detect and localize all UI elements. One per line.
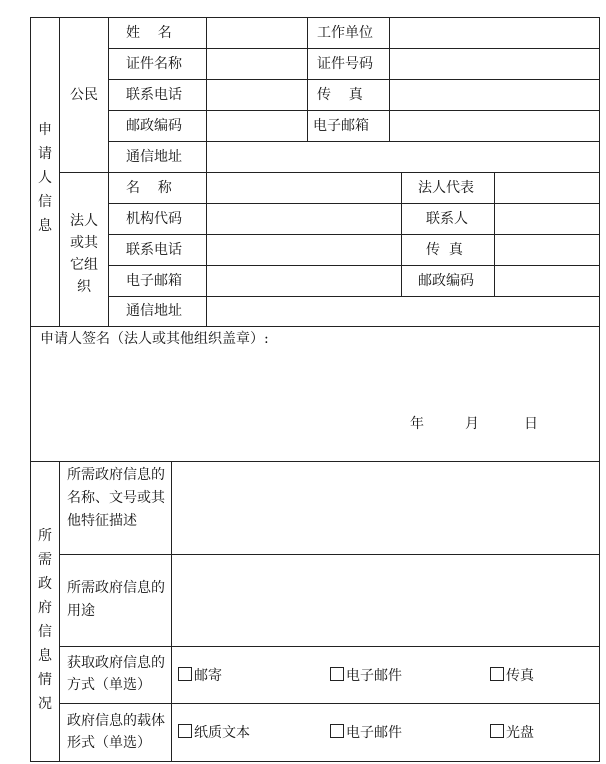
divider [108, 234, 600, 235]
method-option-email[interactable]: 电子邮件 [330, 667, 402, 684]
citizen-postcode-field[interactable] [208, 113, 305, 137]
org-contact-label: 联系人 [426, 211, 468, 227]
org-group-label [68, 210, 104, 298]
citizen-id-type-label: 证件名称 [126, 56, 182, 72]
checkbox[interactable] [330, 724, 344, 738]
org-fax-field[interactable] [496, 237, 597, 261]
signature-month: 月 [465, 416, 479, 432]
org-phone-label: 联系电话 [126, 242, 182, 258]
org-email-label: 电子邮箱 [126, 273, 182, 289]
citizen-work-unit-label: 工作单位 [317, 25, 373, 41]
divider [108, 79, 600, 80]
citizen-work-unit-field[interactable] [391, 20, 597, 44]
citizen-email-label: 电子邮箱 [313, 118, 369, 134]
citizen-name-field[interactable] [208, 20, 305, 44]
description-field[interactable] [174, 464, 600, 554]
border-bottom [30, 761, 600, 762]
checkbox[interactable] [490, 667, 504, 681]
divider [30, 326, 600, 327]
border-top [30, 17, 600, 18]
citizen-phone-label: 联系电话 [126, 87, 182, 103]
applicant-section-label: 申请人信息 [38, 122, 52, 234]
org-email-field[interactable] [208, 268, 399, 292]
method-option-fax[interactable]: 传真 [490, 667, 534, 684]
citizen-fax-label: 传 真 [317, 87, 363, 103]
divider [108, 141, 600, 142]
checkbox[interactable] [178, 724, 192, 738]
signature-area[interactable] [32, 350, 597, 410]
divider [59, 554, 600, 555]
org-phone-field[interactable] [208, 237, 399, 261]
divider [59, 172, 600, 173]
citizen-postcode-label: 邮政编码 [126, 118, 182, 134]
org-code-label: 机构代码 [126, 211, 182, 227]
divider [59, 461, 60, 762]
citizen-address-label: 通信地址 [126, 149, 182, 165]
citizen-fax-field[interactable] [391, 82, 597, 106]
org-code-field[interactable] [208, 206, 399, 230]
checkbox[interactable] [330, 667, 344, 681]
citizen-id-number-label: 证件号码 [317, 56, 373, 72]
checkbox[interactable] [178, 667, 192, 681]
org-group-label-text: 法人或其它组织 [70, 213, 98, 295]
org-address-field[interactable] [208, 299, 597, 323]
purpose-label: 所需政府信息的用途 [67, 580, 165, 619]
org-address-label: 通信地址 [126, 303, 182, 319]
carrier-label: 政府信息的载体形式（单选） [67, 713, 165, 751]
citizen-id-type-field[interactable] [208, 51, 305, 75]
divider [108, 296, 600, 297]
carrier-option-disc[interactable]: 光盘 [490, 724, 534, 741]
border-left [30, 17, 31, 762]
org-legal-rep-field[interactable] [496, 175, 597, 199]
citizen-email-field[interactable] [391, 113, 597, 137]
carrier-option-email[interactable]: 电子邮件 [330, 724, 402, 741]
signature-day: 日 [524, 416, 538, 432]
org-postcode-label: 邮政编码 [418, 273, 474, 289]
checkbox[interactable] [490, 724, 504, 738]
divider [108, 203, 600, 204]
org-fax-label: 传 真 [426, 242, 463, 258]
divider [30, 461, 600, 462]
signature-label: 申请人签名（法人或其他组织盖章）: [40, 331, 269, 347]
signature-year: 年 [410, 416, 424, 432]
border-right [599, 17, 600, 762]
method-label: 获取政府信息的方式（单选） [67, 655, 165, 693]
purpose-field[interactable] [174, 557, 600, 647]
org-postcode-field[interactable] [496, 268, 597, 292]
divider [59, 703, 600, 704]
org-name-field[interactable] [208, 175, 399, 199]
carrier-option-paper[interactable]: 纸质文本 [178, 724, 250, 741]
divider [108, 265, 600, 266]
org-legal-rep-label: 法人代表 [418, 180, 474, 196]
description-label: 所需政府信息的名称、文号或其他特征描述 [67, 467, 165, 529]
divider [108, 48, 600, 49]
divider [171, 461, 172, 762]
citizen-address-field[interactable] [208, 144, 597, 168]
org-name-label: 名 称 [126, 180, 172, 196]
citizen-id-number-field[interactable] [391, 51, 597, 75]
divider [108, 110, 600, 111]
org-contact-field[interactable] [496, 206, 597, 230]
citizen-name-label: 姓 名 [126, 25, 172, 41]
citizen-phone-field[interactable] [208, 82, 305, 106]
citizen-group-label: 公民 [70, 87, 98, 103]
info-section-label: 所需政府信息情况 [38, 528, 52, 712]
method-option-mail[interactable]: 邮寄 [178, 667, 222, 684]
